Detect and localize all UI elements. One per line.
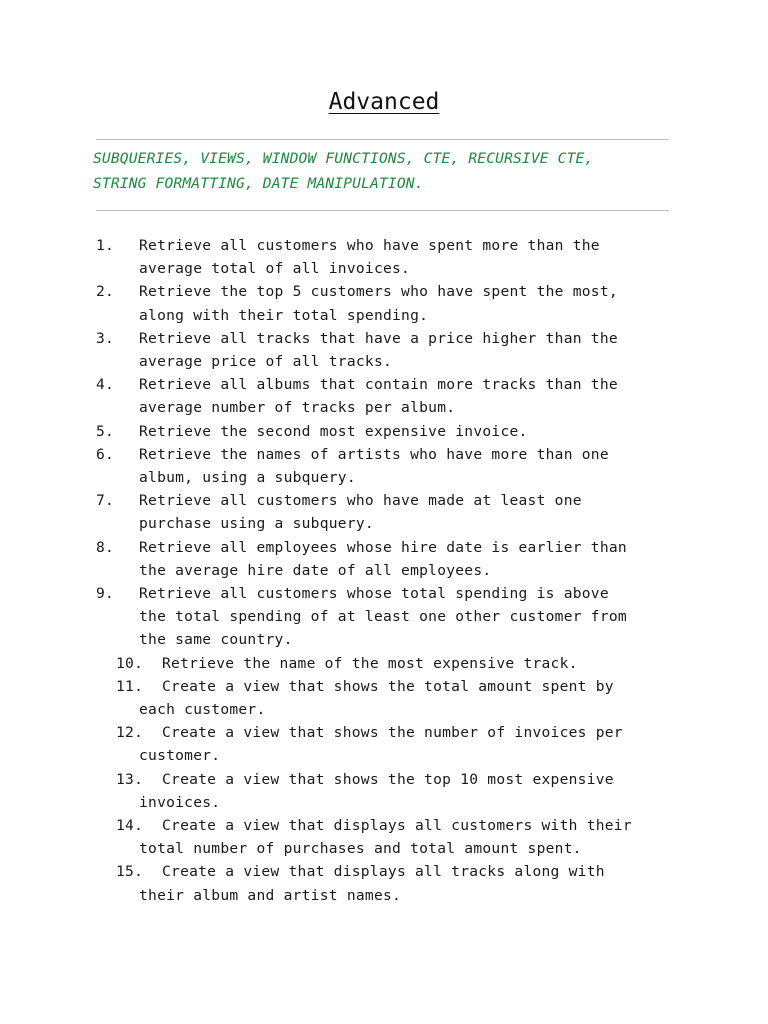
list-item-text: Create a view that shows the top 10 most expensive (162, 770, 614, 788)
list-item-number: 13. (116, 770, 144, 788)
list-item-number: 1. (96, 237, 115, 254)
list-item-text: Create a view that shows the number of invoices per (162, 724, 623, 742)
list-item (0, 234, 768, 280)
list-item (0, 373, 768, 419)
subtitle-line: SUBQUERIES, VIEWS, WINDOW FUNCTIONS, CTE, RECURSIVE CTE, (93, 150, 594, 167)
list-item-text: average total of all invoices. (139, 260, 411, 278)
list-item (0, 582, 768, 652)
list-item-text: each customer. (139, 701, 266, 719)
list-item-number: 11. (116, 677, 144, 695)
divider-bottom (96, 210, 669, 211)
list-item-text: album, using a subquery. (139, 469, 356, 487)
list-item-text: Retrieve all tracks that have a price higher than the (139, 329, 618, 347)
list-item-text: Retrieve the second most expensive invoice. (139, 422, 528, 440)
list-item-text: Retrieve the top 5 customers who have spent the most, (139, 283, 618, 301)
page-title: Advanced (328, 89, 440, 115)
list-item-text: the average hire date of all employees. (139, 561, 492, 579)
list-item-text: average price of all tracks. (139, 353, 393, 371)
list-item-text: total number of purchases and total amount spent. (139, 840, 582, 858)
list-item-text: Retrieve the name of the most expensive track. (162, 654, 578, 672)
list-item (0, 768, 768, 814)
list-item-text: the same country. (139, 631, 293, 649)
list-item-number: 7. (96, 492, 115, 510)
list-item-text: invoices. (139, 793, 221, 811)
list-item (0, 721, 768, 767)
list-item (0, 652, 768, 675)
divider-top (96, 139, 669, 140)
list-item-text: purchase using a subquery. (139, 515, 374, 533)
list-item-text: Retrieve all customers who have spent more than the (139, 237, 600, 254)
list-item-text: Create a view that shows the total amount spent by (162, 677, 614, 695)
list-item (0, 814, 768, 860)
list-item-number: 6. (96, 445, 115, 463)
list-item-number: 15. (116, 863, 144, 881)
list-item-number: 3. (96, 329, 115, 347)
list-item-text: Retrieve all customers who have made at least one (139, 492, 582, 510)
list-item (0, 280, 768, 326)
list-item-number: 4. (96, 376, 115, 394)
list-item-number: 9. (96, 585, 115, 603)
list-item-number: 8. (96, 538, 115, 556)
list-item-number: 12. (116, 724, 144, 742)
list-item-number: 5. (96, 422, 115, 440)
list-item-text: Retrieve all albums that contain more tracks than the (139, 376, 618, 394)
list-item (0, 860, 768, 906)
list-item (0, 327, 768, 373)
list-item (0, 443, 768, 489)
list-item-text: Create a view that displays all customers with their (162, 817, 632, 835)
list-item-text: the total spending of at least one other customer from (139, 608, 627, 626)
list-item-text: their album and artist names. (139, 886, 402, 904)
list-item (0, 489, 768, 535)
list-item-text: average number of tracks per album. (139, 399, 456, 417)
task-list (0, 234, 768, 907)
topics-subtitle (93, 147, 693, 196)
list-item-text: Retrieve all customers whose total spending is above (139, 585, 609, 603)
list-item-number: 2. (96, 283, 115, 301)
list-item (0, 420, 768, 443)
list-item-text: customer. (139, 747, 221, 765)
list-item-text: along with their total spending. (139, 306, 429, 324)
list-item-number: 10. (116, 654, 144, 672)
list-item (0, 536, 768, 582)
list-item-text: Retrieve all employees whose hire date is earlier than (139, 538, 627, 556)
list-item (0, 675, 768, 721)
list-item-text: Create a view that displays all tracks along with (162, 863, 605, 881)
list-item-text: Retrieve the names of artists who have more than one (139, 445, 609, 463)
subtitle-line: STRING FORMATTING, DATE MANIPULATION. (93, 174, 424, 192)
list-item-number: 14. (116, 817, 144, 835)
